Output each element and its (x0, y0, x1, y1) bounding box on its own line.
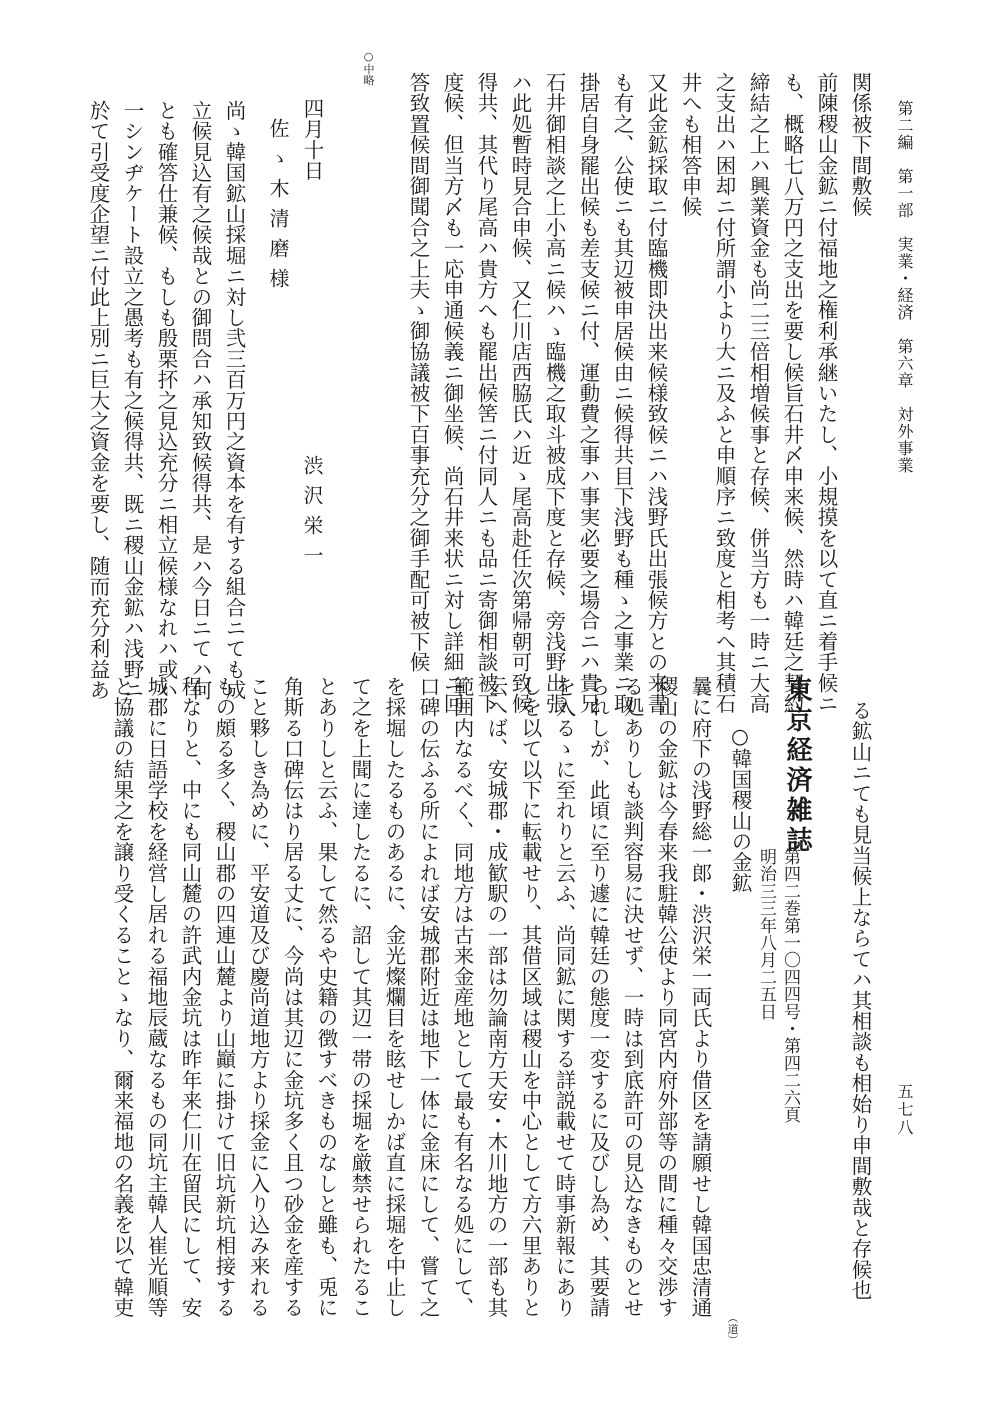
article-line: しを以て以下に転載せり、其借区域は稷山を中心として方六里ありと (518, 676, 542, 1318)
upper-line: 井へも相答申候 (678, 72, 702, 217)
article-title: ○韓国稷山の金鉱 (728, 724, 752, 894)
postscript-line: 立候見込有之候哉との御問合ハ承知致候得共、是ハ今日ニてハ何 (188, 100, 212, 701)
upper-line: 関係被下間敷候 (848, 72, 872, 217)
upper-line: 石井御相談之上小高ニ候ハゝ臨機之取斗被成下度と存候、旁浅野出張 (542, 72, 566, 714)
letter-date: 四月十日 (300, 98, 324, 181)
upper-line: 之支出ハ困却ニ付所謂小より大ニ及ふと申順序ニ致度と相考へ其積石 (712, 72, 736, 714)
postscript-line: 於て引受度企望ニ付此上別ニ巨大之資金を要し、随而充分利益あ (86, 100, 110, 701)
running-header: 第二編 第一部 実業・経済 第六章 対外事業 (895, 100, 914, 474)
citation-line: 第四二巻第一〇四四号・第四二六頁 (780, 848, 800, 1124)
article-line: 城郡に日語学校を経営し居れる福地辰蔵なるもの同坑主韓人崔光順等 (144, 676, 168, 1318)
article-line: 程なりと、中にも同山麓の許武内金坑は昨年来仁川在留民にして、安 (178, 676, 202, 1318)
continuation-line: る鉱山ニても見当候上ならてハ其相談も相始り申間敷哉と存候也 (848, 700, 872, 1301)
citation-line: 明治三三年八月二五日 (756, 848, 776, 1020)
magazine-title: 東京経済雑誌 (782, 676, 812, 856)
correction-mark: （道） (726, 1312, 739, 1346)
article-line: を入るゝに至れりと云ふ、尚同鉱に関する詳説載せて時事新報にあり (552, 676, 576, 1318)
postscript-line: 一シンヂケート設立之愚考も有之候得共、既ニ稷山金鉱ハ浅野ニ (120, 100, 144, 701)
upper-line: 答致置候間御聞合之上夫ゝ御協議被下百事充分之御手配可被下候 (406, 72, 430, 673)
upper-line: も有之、公使ニも其辺被申居候由ニ候得共目下浅野も種ゝ之事業ニ取 (610, 72, 634, 714)
upper-line: 度候、但当方〆も一応申通候義ニ御坐候、尚石井来状ニ対し詳細ニ回 (440, 72, 464, 714)
postscript-line: 尚ゝ韓国鉱山採堀ニ対し弐三百万円之資本を有する組合ニても成 (222, 100, 246, 701)
upper-line: ハ此処暫時見合申候、又仁川店西脇氏ハ近ゝ尾高赴任次第帰朝可致候 (508, 72, 532, 714)
letter-sender: 渋沢栄一 (300, 455, 324, 575)
letter-addressee: 佐ゝ木清磨様 (266, 118, 290, 298)
article-line: 角斯る口碑伝はり居る丈に、今尚は其辺に金坑多く且つ砂金を産する (280, 676, 304, 1318)
upper-line: も、概略七八万円之支出を要し候旨石井〆申来候、然時ハ韓廷之契約 (780, 72, 804, 714)
upper-line: 得共、其代り尾高ハ貴方へも罷出候筈ニ付同人ニも品ニ寄御相談被下 (474, 72, 498, 714)
article-line: 稷山の金鉱は今春来我駐韓公使より同宮内府外部等の間に種々交渉す (654, 676, 678, 1318)
article-line: こと夥しき為めに、平安道及び慶尚道地方より採金に入り込み来れる (246, 676, 270, 1318)
article-line: と協議の結果之を譲り受くることゝなり、爾来福地の名義を以て韓吏 (110, 676, 134, 1318)
article-line: る処ありしも談判容易に決せず、一時は到底許可の見込なきものとせ (620, 676, 644, 1318)
article-line: とありしと云ふ、果して然るや史籍の徴すべきものなしと雖も、兎に (314, 676, 338, 1318)
upper-line: 締結之上ハ興業資金も尚二三倍相増候事と存候、併当方も一時ニ大高 (746, 72, 770, 714)
article-line: 云へば、安城郡・成歓駅の一部は勿論南方天安・木川地方の一部も其 (484, 676, 508, 1318)
upper-line: 前陳稷山金鉱ニ付福地之権利承継いたし、小規摸を以て直ニ着手候ニ (814, 72, 838, 714)
article-line: て之を上聞に達したるに、詔して其辺一帯の採堀を厳禁せられたるこ (348, 676, 372, 1318)
article-line: もの頗る多く、稷山郡の四連山麓より山巓に掛けて旧坑新坑相接する (212, 676, 236, 1318)
article-line: 範囲内なるべく、同地方は古来金産地として最も有名なる処にして、 (450, 676, 474, 1318)
article-line: 曩に府下の浅野総一郎・渋沢栄一両氏より借区を請願せし韓国忠清通 (688, 676, 712, 1318)
page-number: 五七八 (895, 1083, 914, 1137)
article-line: 口碑の伝ふる所によれば安城郡附近は地下一体に金床にして、嘗て之 (416, 676, 440, 1318)
upper-line: 掛居自身罷出候も差支候ニ付、運動費之事ハ事実必要之場合ニハ貴兄 (576, 72, 600, 714)
postscript-line: とも確答仕兼候、もしも殷栗抔之見込充分ニ相立候様なれハ或ハ (154, 100, 178, 701)
article-line: を採堀したるものあるに、金光燦爛目を眩せしかば直に採堀を中止し (382, 676, 406, 1318)
omission-mark: ○中略 (362, 50, 375, 86)
article-line: られしが、此頃に至り遽に韓廷の態度一変するに及びし為め、其要請 (586, 676, 610, 1318)
upper-line: 又此金鉱採取ニ付臨機即決出来候様致候ニハ浅野氏出張候方との来書 (644, 72, 668, 714)
